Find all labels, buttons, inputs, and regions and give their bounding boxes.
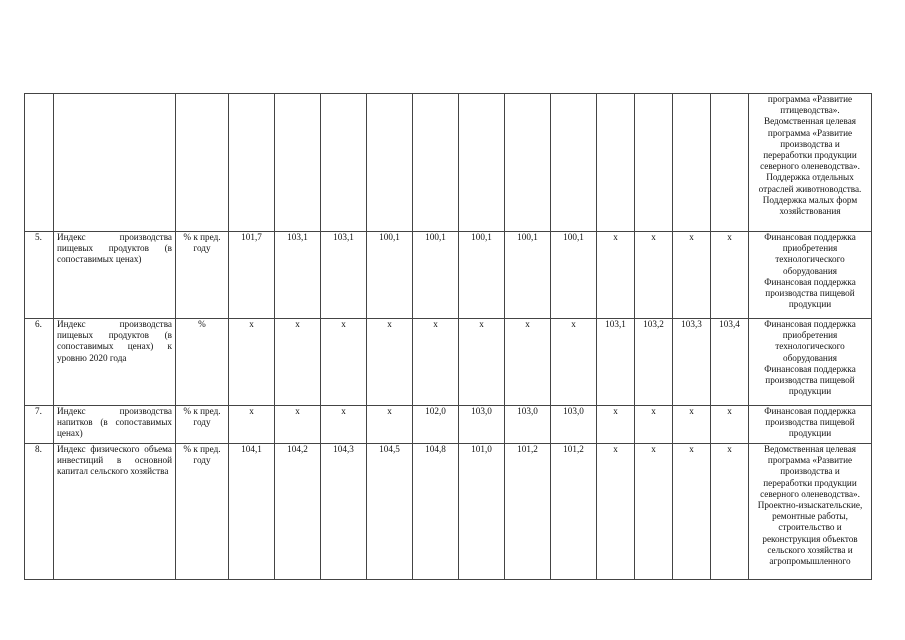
measure-text-line: программа «Развитие bbox=[767, 94, 853, 104]
measures-cell bbox=[749, 94, 872, 232]
value-cell bbox=[229, 94, 275, 232]
value-cell bbox=[321, 94, 367, 232]
value-cell: 102,0 bbox=[413, 406, 459, 444]
measure-text-line: ремонтные работы, bbox=[772, 511, 848, 522]
value-cell: х bbox=[505, 319, 551, 406]
value-cell: х bbox=[229, 319, 275, 406]
measure-text-line: программа «Развитие bbox=[767, 455, 853, 466]
measure-text-line: технологического bbox=[775, 341, 845, 352]
row-number-cell: 7. bbox=[25, 406, 54, 444]
value-cell: 103,2 bbox=[635, 319, 673, 406]
value-cell: х bbox=[321, 319, 367, 406]
value-cell: х bbox=[597, 232, 635, 319]
value-cell: х bbox=[711, 232, 749, 319]
value-cell: 103,4 bbox=[711, 319, 749, 406]
value-cell: х bbox=[275, 406, 321, 444]
indicator-name-cell: Индекс физического объема инвестиций в основной капитал сельского хозяйства bbox=[54, 444, 176, 580]
value-cell bbox=[459, 94, 505, 232]
unit-cell: % к пред. году bbox=[176, 406, 229, 444]
value-cell bbox=[367, 94, 413, 232]
measure-text-line: производства и bbox=[780, 466, 840, 477]
value-cell: 101,2 bbox=[505, 444, 551, 580]
measure-text-line: строительство и bbox=[778, 522, 842, 533]
row-number-cell: 5. bbox=[25, 232, 54, 319]
value-cell: 101,7 bbox=[229, 232, 275, 319]
table-row bbox=[25, 94, 872, 232]
measure-text-line: производства пищевой bbox=[765, 417, 855, 428]
value-cell: х bbox=[597, 406, 635, 444]
measure-text-line: технологического bbox=[775, 254, 845, 265]
value-cell: х bbox=[711, 444, 749, 580]
value-cell: х bbox=[635, 406, 673, 444]
measure-text-line: программа «Развитие bbox=[767, 127, 853, 138]
value-cell bbox=[711, 94, 749, 232]
table-row bbox=[25, 406, 872, 444]
measure-text-line: оборудования bbox=[783, 352, 837, 363]
measure-text-line: производства пищевой bbox=[765, 375, 855, 386]
measure-text-line: продукции bbox=[788, 299, 832, 310]
table-body bbox=[25, 94, 872, 580]
measures-cell bbox=[749, 232, 872, 319]
indicators-table bbox=[24, 93, 872, 580]
table-row bbox=[25, 444, 872, 580]
measure-text-line: приобретения bbox=[782, 330, 838, 341]
measure-text-line: Финансовая поддержка bbox=[764, 363, 856, 374]
value-cell: х bbox=[459, 319, 505, 406]
measure-text-line: сельского хозяйства и bbox=[767, 544, 853, 555]
value-cell bbox=[635, 94, 673, 232]
value-cell: 104,1 bbox=[229, 444, 275, 580]
value-cell bbox=[505, 94, 551, 232]
unit-cell bbox=[176, 94, 229, 232]
measures-cell bbox=[749, 319, 872, 406]
unit-cell: % к пред. году bbox=[176, 444, 229, 580]
value-cell: х bbox=[711, 406, 749, 444]
measure-text-line: Финансовая поддержка bbox=[764, 232, 856, 242]
value-cell: х bbox=[413, 319, 459, 406]
indicator-name-cell: Индекс производства пищевых продуктов (в сопоставимых ценах) bbox=[54, 232, 176, 319]
measure-text-line: приобретения bbox=[782, 243, 838, 254]
measure-text-line: реконструкция объектов bbox=[762, 533, 858, 544]
value-cell: х bbox=[275, 319, 321, 406]
value-cell: 103,1 bbox=[275, 232, 321, 319]
value-cell: 103,1 bbox=[597, 319, 635, 406]
measure-text-line: переработки продукции bbox=[763, 150, 857, 161]
indicator-name-cell: Индекс производства напитков (в сопоставимых ценах) bbox=[54, 406, 176, 444]
value-cell: 100,1 bbox=[367, 232, 413, 319]
value-cell bbox=[551, 94, 597, 232]
value-cell: х bbox=[673, 406, 711, 444]
measure-text-line: северного оленеводства». bbox=[760, 161, 860, 172]
measures-cell bbox=[749, 444, 872, 580]
measure-text-line: северного оленеводства». bbox=[760, 488, 860, 499]
row-number-cell: 8. bbox=[25, 444, 54, 580]
measure-text-line: Финансовая поддержка bbox=[764, 406, 856, 416]
value-cell: х bbox=[597, 444, 635, 580]
value-cell: 103,0 bbox=[551, 406, 597, 444]
value-cell: х bbox=[635, 444, 673, 580]
measure-text-line: отраслей животноводства. bbox=[758, 183, 862, 194]
value-cell: 100,1 bbox=[505, 232, 551, 319]
value-cell: 101,0 bbox=[459, 444, 505, 580]
value-cell: х bbox=[367, 319, 413, 406]
value-cell: х bbox=[673, 232, 711, 319]
measure-text-line: оборудования bbox=[783, 265, 837, 276]
value-cell bbox=[597, 94, 635, 232]
unit-cell: % bbox=[176, 319, 229, 406]
value-cell: х bbox=[673, 444, 711, 580]
value-cell: 100,1 bbox=[459, 232, 505, 319]
indicator-name-cell bbox=[54, 94, 176, 232]
measure-text-line: Поддержка отдельных bbox=[766, 172, 854, 183]
value-cell: 101,2 bbox=[551, 444, 597, 580]
measure-text-line: производства и bbox=[780, 138, 840, 149]
indicator-name-cell: Индекс производства пищевых продуктов (в сопоставимых ценах) к уровню 2020 года bbox=[54, 319, 176, 406]
measure-text-line: Ведомственная целевая bbox=[763, 116, 857, 127]
measure-text-line: Финансовая поддержка bbox=[764, 319, 856, 329]
value-cell bbox=[673, 94, 711, 232]
measures-cell bbox=[749, 406, 872, 444]
measure-text-line: Проектно-изыскательские, bbox=[757, 500, 863, 511]
value-cell: 104,3 bbox=[321, 444, 367, 580]
value-cell: х bbox=[367, 406, 413, 444]
unit-cell: % к пред. году bbox=[176, 232, 229, 319]
value-cell: х bbox=[551, 319, 597, 406]
table-row bbox=[25, 319, 872, 406]
value-cell: 104,5 bbox=[367, 444, 413, 580]
value-cell: 103,3 bbox=[673, 319, 711, 406]
value-cell bbox=[413, 94, 459, 232]
value-cell bbox=[275, 94, 321, 232]
measure-text-line: Ведомственная целевая bbox=[763, 444, 857, 454]
measure-text-line: продукции bbox=[788, 428, 832, 439]
measure-text-line: хозяйствования bbox=[779, 206, 841, 217]
row-number-cell bbox=[25, 94, 54, 232]
value-cell: 100,1 bbox=[551, 232, 597, 319]
value-cell: х bbox=[321, 406, 367, 444]
value-cell: 100,1 bbox=[413, 232, 459, 319]
table-row bbox=[25, 232, 872, 319]
value-cell: х bbox=[229, 406, 275, 444]
measure-text-line: птицеводства». bbox=[780, 105, 840, 116]
value-cell: 104,2 bbox=[275, 444, 321, 580]
value-cell: 103,0 bbox=[505, 406, 551, 444]
row-number-cell: 6. bbox=[25, 319, 54, 406]
value-cell: х bbox=[635, 232, 673, 319]
measure-text-line: Поддержка малых форм bbox=[762, 194, 858, 205]
value-cell: 103,0 bbox=[459, 406, 505, 444]
measure-text-line: переработки продукции bbox=[763, 477, 857, 488]
measure-text-line: продукции bbox=[788, 386, 832, 397]
value-cell: 103,1 bbox=[321, 232, 367, 319]
value-cell: 104,8 bbox=[413, 444, 459, 580]
measure-text-line: агропромышленного bbox=[769, 556, 851, 567]
measure-text-line: производства пищевой bbox=[765, 288, 855, 299]
measure-text-line: Финансовая поддержка bbox=[764, 276, 856, 287]
